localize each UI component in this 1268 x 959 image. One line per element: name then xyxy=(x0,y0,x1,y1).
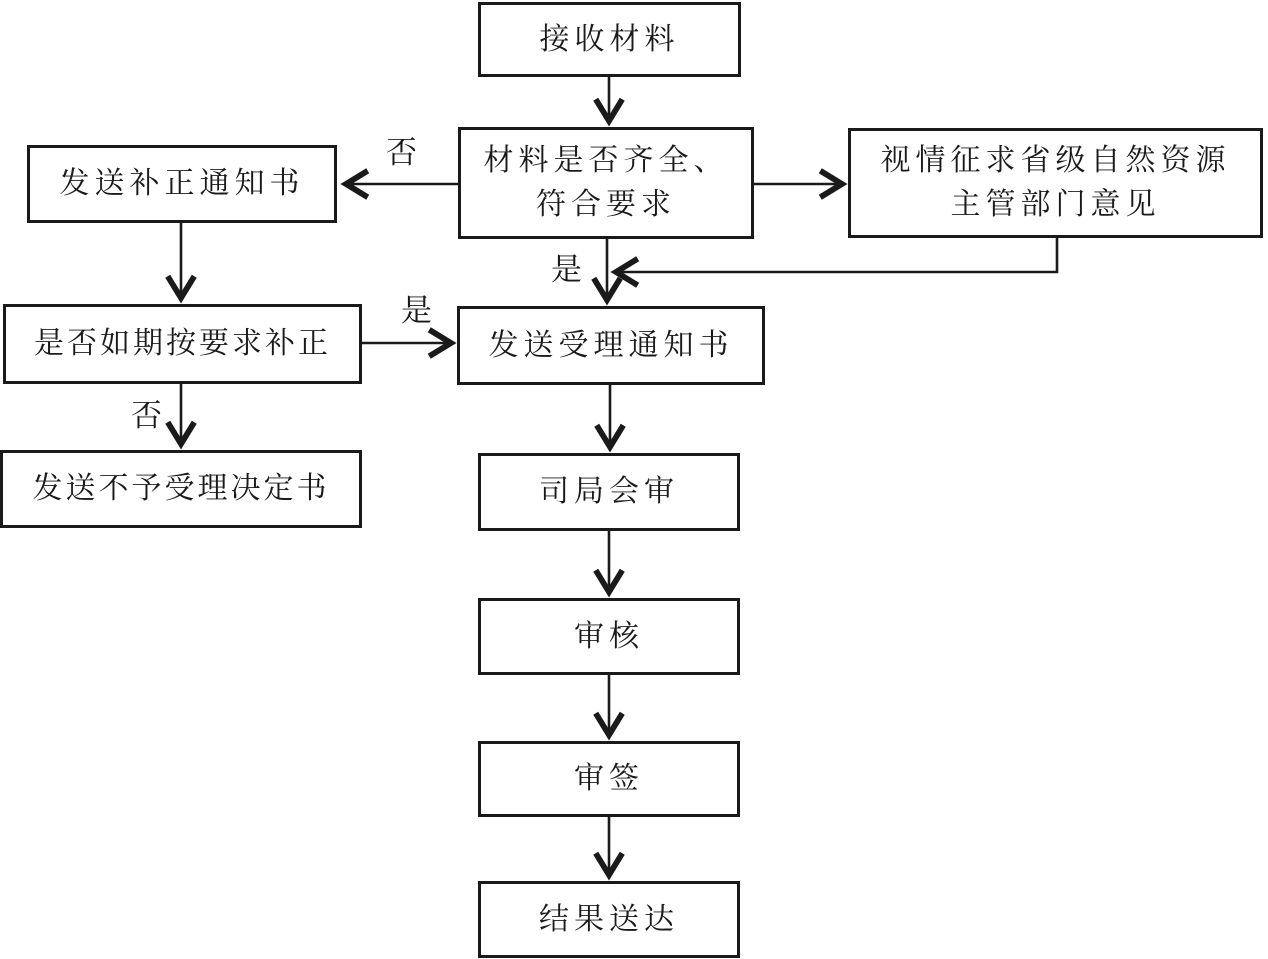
node-sign-off xyxy=(478,741,740,817)
node-label-line1: 材料是否齐全、 xyxy=(483,144,729,177)
node-department-joint-review xyxy=(478,453,740,531)
node-deliver-result xyxy=(478,881,740,958)
node-send-correction-notice xyxy=(27,145,337,223)
node-label: 结果送达 xyxy=(539,902,679,936)
node-corrected-on-time-decision xyxy=(3,304,362,384)
edge-label-no-to-reject: 否 xyxy=(131,398,162,433)
node-label: 是否如期按要求补正 xyxy=(34,327,331,360)
node-label: 司局会审 xyxy=(539,475,679,508)
node-label: 审核 xyxy=(574,619,644,653)
node-label-line1: 视情征求省级自然资源 xyxy=(880,144,1231,177)
node-label: 发送受理通知书 xyxy=(488,328,734,362)
node-consult-provincial-authority xyxy=(848,128,1263,238)
node-label: 发送补正通知书 xyxy=(59,167,305,200)
edge-label-yes-from-correction: 是 xyxy=(401,293,432,328)
node-send-acceptance-notice xyxy=(457,306,765,385)
node-materials-complete-decision xyxy=(458,127,754,239)
edge-label-yes-to-accept: 是 xyxy=(551,252,582,287)
edge-consult-feedback xyxy=(616,238,1057,272)
node-send-rejection-decision xyxy=(0,450,362,528)
node-receive-materials xyxy=(478,2,741,77)
node-label: 审签 xyxy=(574,762,644,795)
node-label: 发送不予受理决定书 xyxy=(32,472,330,505)
node-label-line2: 符合要求 xyxy=(536,188,676,221)
node-label: 接收材料 xyxy=(539,22,680,56)
edge-label-no-to-correction: 否 xyxy=(386,135,417,170)
node-label-line2: 主管部门意见 xyxy=(950,188,1161,221)
node-review xyxy=(478,598,740,675)
